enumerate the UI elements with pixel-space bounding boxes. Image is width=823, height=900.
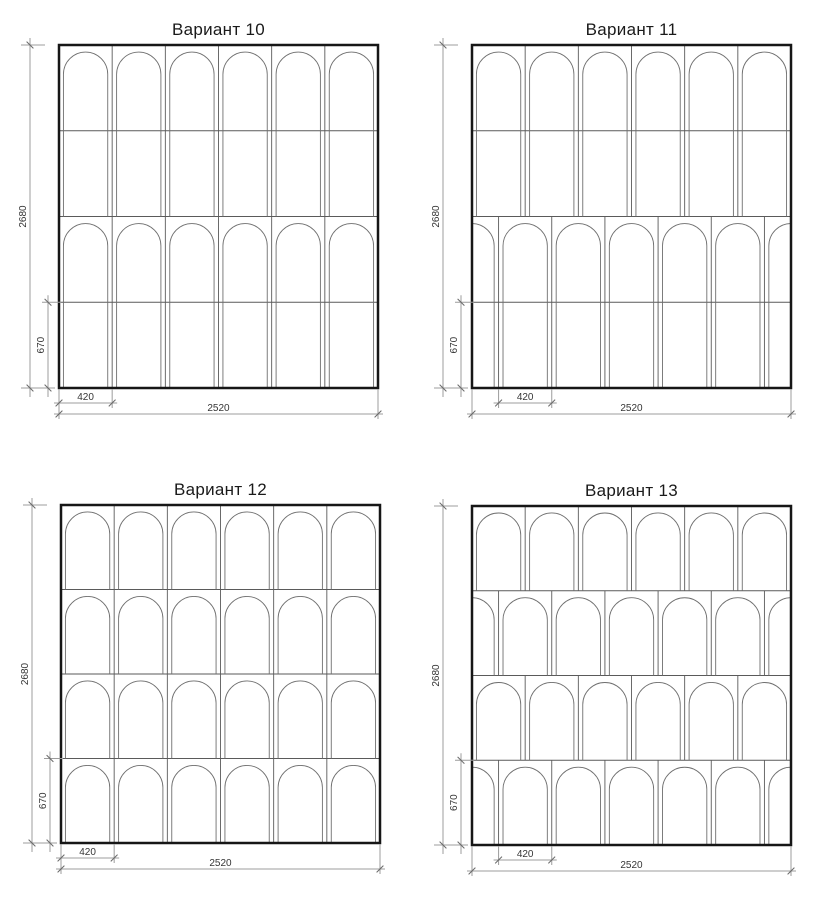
- arch-panel-outline: [225, 765, 269, 843]
- arch-panel-outline: [609, 598, 653, 676]
- arch-panel-outline: [636, 682, 680, 760]
- arch-panel-outline: [530, 52, 574, 216]
- variant-10-dim-bottom-row-height-label: 670: [36, 336, 47, 354]
- variant-12-title: Вариант 12: [173, 480, 267, 499]
- arch-panel-outline: [716, 598, 760, 676]
- arch-panel-outline: [503, 767, 547, 845]
- arch-panel-outline: [636, 513, 680, 591]
- variant-10-dimensions: [18, 38, 383, 419]
- arch-panel-outline: [329, 52, 373, 216]
- arch-panel-outline: [689, 682, 733, 760]
- arch-panel-outline: [225, 512, 269, 590]
- arch-panel-outline: [476, 513, 520, 591]
- variant-12-dim-panel-width-label: 420: [79, 847, 96, 858]
- variant-11-dim-panel-width-label: 420: [516, 392, 534, 403]
- arch-panel-outline: [225, 596, 269, 674]
- variant-13-dim-panel-width-label: 420: [516, 849, 534, 860]
- arch-panel-outline: [278, 765, 322, 843]
- arch-panel-outline: [119, 765, 163, 843]
- variant-13-dim-bottom-row-height-label: 670: [449, 794, 460, 811]
- variant-13-dim-total-height-label: 2680: [431, 664, 442, 687]
- arch-panel-outline: [556, 598, 600, 676]
- arch-panel-outline: [689, 513, 733, 591]
- variant-13-dim-total-width-label: 2520: [620, 860, 643, 871]
- variant-12-dim-total-width-label: 2520: [209, 858, 232, 869]
- variant-11-dim-bottom-row-height-label: 670: [449, 336, 460, 354]
- variant-13-dimensions: [431, 499, 796, 876]
- variant-13-title: Вариант 13: [584, 481, 678, 500]
- variant-10-dim-total-height-label: 2680: [18, 205, 29, 228]
- arch-panel-outline: [716, 224, 760, 388]
- arch-panel-outline: [331, 512, 375, 590]
- arch-panel-outline: [742, 683, 786, 761]
- variant-10-dim-panel-width-label: 420: [77, 392, 94, 403]
- variant-11-dim-total-height-label: 2680: [431, 205, 442, 228]
- arch-panel-outline: [583, 52, 627, 216]
- arch-panel-outline: [65, 596, 109, 674]
- arch-panel-outline: [663, 598, 707, 676]
- variant-13-drawing: [431, 499, 813, 876]
- arch-panel-outline: [530, 682, 574, 760]
- arch-panel-outline: [170, 224, 214, 388]
- variant-12-dim-bottom-row-height-label: 670: [38, 792, 49, 810]
- arch-panel-outline: [117, 52, 161, 216]
- arch-panel-outline: [65, 765, 109, 843]
- arch-panel-outline: [689, 52, 733, 216]
- arch-panel-outline: [119, 681, 163, 759]
- arch-panel-outline: [170, 52, 214, 216]
- variant-10-drawing: [18, 38, 383, 419]
- arch-panel-outline: [556, 767, 600, 845]
- arch-panel-outline: [503, 224, 547, 388]
- variant-12-dim-total-height-label: 2680: [20, 662, 31, 686]
- variant-10-dim-total-width-label: 2520: [207, 403, 230, 414]
- arch-panel-outline: [278, 681, 322, 759]
- arch-panel-outline: [172, 681, 216, 759]
- arch-panel-outline: [225, 681, 269, 759]
- arch-panel-outline: [331, 596, 375, 674]
- arch-panel-outline: [276, 52, 320, 216]
- arch-panel-outline: [609, 767, 653, 845]
- arch-panel-outline: [172, 596, 216, 674]
- arch-panel-outline: [329, 224, 373, 388]
- arch-panel-outline: [716, 767, 760, 845]
- arch-panel-outline: [63, 52, 107, 216]
- arch-panel-outline: [278, 596, 322, 674]
- variant-11-title: Вариант 11: [585, 20, 678, 39]
- arch-panel-outline: [476, 52, 520, 216]
- arch-panel-outline: [65, 512, 109, 590]
- variant-13-panels: [450, 506, 813, 845]
- arch-panel-outline: [609, 224, 653, 388]
- arch-panel-outline: [119, 512, 163, 590]
- arch-panel-outline: [663, 767, 707, 845]
- variant-10-panels: [59, 45, 378, 388]
- arch-panel-outline: [117, 224, 161, 388]
- arch-panel-outline: [63, 224, 107, 388]
- arch-panel-outline: [663, 224, 707, 388]
- arch-panel-outline: [331, 681, 375, 759]
- arch-panel-outline: [742, 52, 786, 216]
- arch-panel-outline: [476, 682, 520, 760]
- arch-panel-outline: [331, 765, 375, 843]
- arch-panel-outline: [742, 513, 786, 591]
- arch-panel-outline: [556, 224, 600, 388]
- arch-panel-outline: [223, 52, 267, 216]
- arch-panel-outline: [636, 52, 680, 216]
- arch-panel-outline: [278, 512, 322, 590]
- arch-panel-outline: [503, 598, 547, 676]
- variant-12-panels: [61, 505, 380, 843]
- arch-panel-outline: [583, 513, 627, 591]
- arch-panel-outline: [119, 596, 163, 674]
- variant-12-drawing: [20, 498, 385, 874]
- variant-11-panels: [450, 45, 813, 388]
- arch-panel-outline: [65, 681, 109, 759]
- arch-panel-outline: [276, 224, 320, 388]
- variant-10-title: Вариант 10: [171, 20, 265, 39]
- arch-panel-outline: [172, 765, 216, 843]
- variant-12-dimensions: [20, 498, 385, 874]
- arch-panel-outline: [530, 513, 574, 591]
- arch-panel-outline: [223, 224, 267, 388]
- variant-11-drawing: [431, 38, 813, 419]
- arch-panel-outline: [583, 682, 627, 760]
- arch-panel-outline: [172, 512, 216, 590]
- variant-11-dim-total-width-label: 2520: [620, 403, 643, 414]
